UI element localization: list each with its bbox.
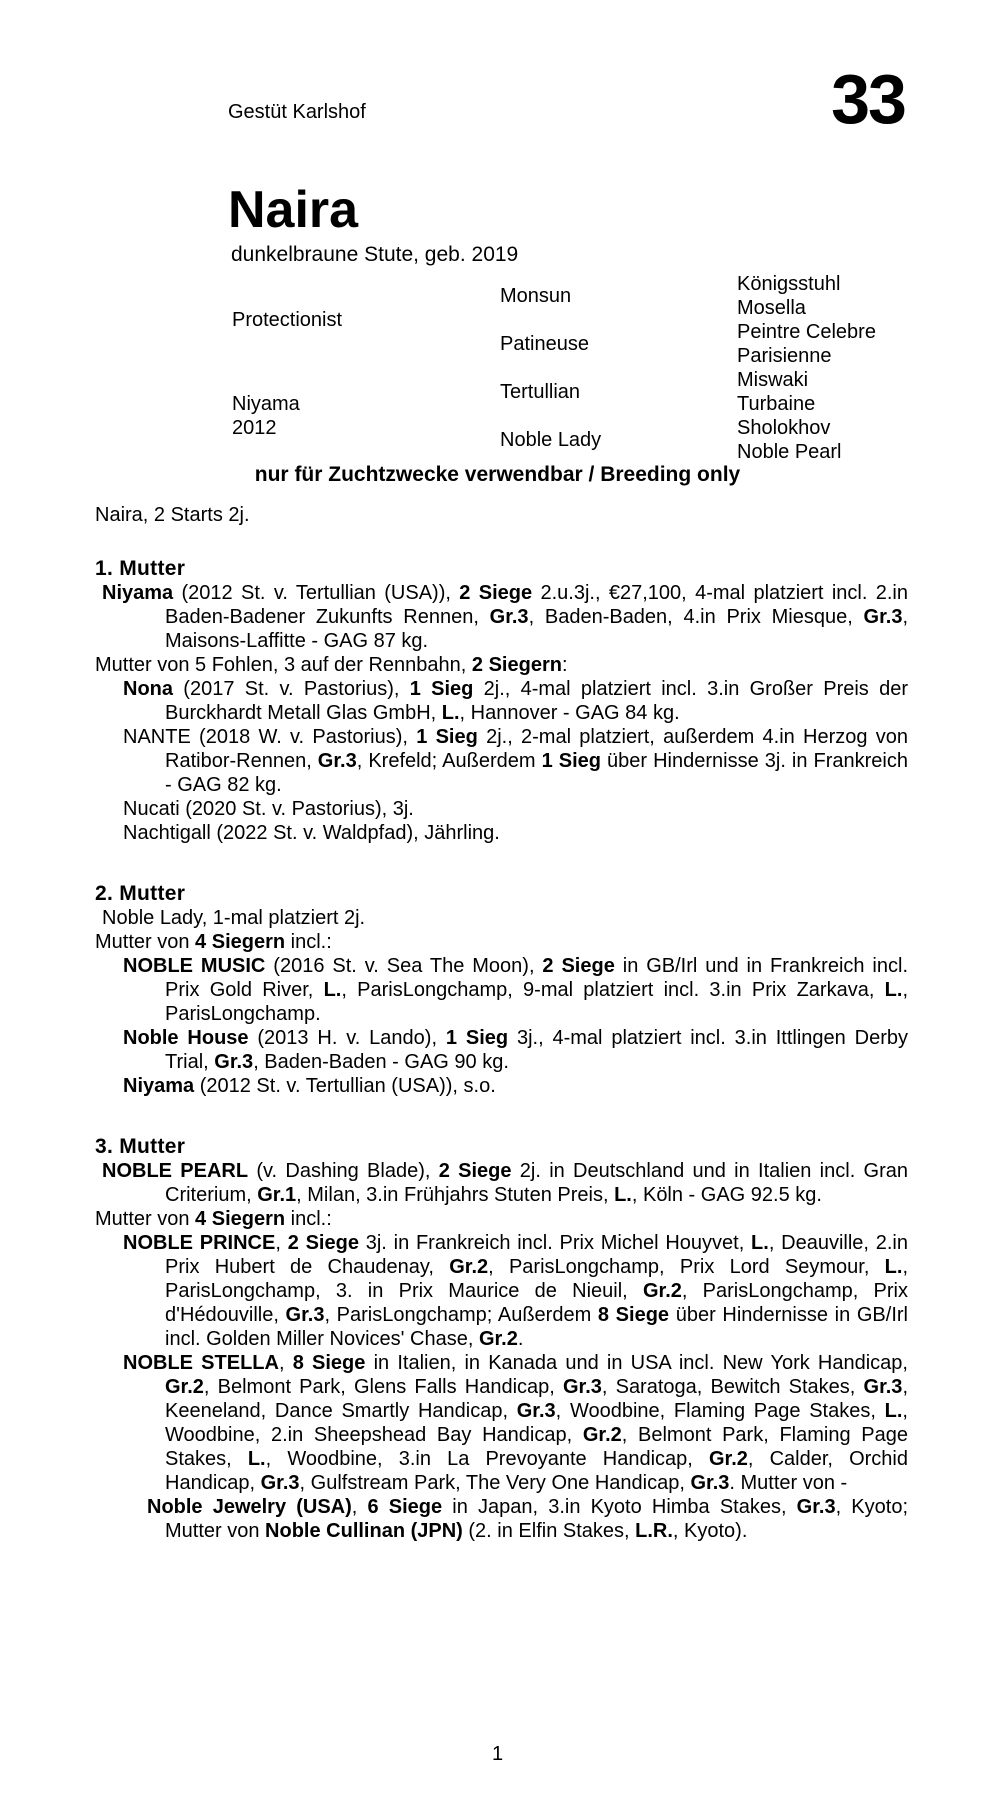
text-segment: Mutter von xyxy=(95,1208,196,1230)
catalog-paragraph xyxy=(95,906,908,930)
text-segment: , Baden-Baden, 4.in Prix Miesque, xyxy=(528,606,864,628)
section-heading: 3. Mutter xyxy=(95,1135,186,1158)
text-segment: 2.u.3j., €27,100, 4-mal platziert incl. 2.in Baden-Badener Zukunfts Rennen, xyxy=(165,582,908,628)
bold-text-segment: 1 Sieg xyxy=(541,750,601,772)
bold-text-segment: L. xyxy=(614,1184,632,1206)
pedigree-gen3 xyxy=(737,272,937,464)
text-segment: Noble Lady, 1-mal platziert 2j. xyxy=(102,907,366,929)
text-segment: Nachtigall (2022 St. v. Waldpfad), Jährling. xyxy=(123,822,500,844)
bold-text-segment: Noble House xyxy=(123,1027,249,1049)
catalog-paragraph xyxy=(95,653,908,677)
bold-text-segment: Nona xyxy=(123,678,173,700)
text-segment: , Kyoto; Mutter von xyxy=(165,1496,908,1542)
bold-text-segment: L. xyxy=(441,702,460,724)
bold-text-segment: Niyama xyxy=(102,582,174,604)
pedigree-ancestor: Königsstuhl xyxy=(737,273,841,295)
bold-text-segment: L. xyxy=(751,1232,769,1254)
bold-text-segment: 2 Siege xyxy=(542,955,615,977)
text-segment: 2j. in Deutschland und in Italien incl. Gran Criterium, xyxy=(165,1160,908,1206)
pedigree-gen2 xyxy=(500,272,737,464)
bold-text-segment: Gr.2 xyxy=(642,1280,682,1302)
text-segment: , Kyoto). xyxy=(672,1520,748,1542)
text-segment: , ParisLongchamp. xyxy=(165,979,908,1025)
text-segment: , Milan, 3.in Frühjahrs Stuten Preis, xyxy=(296,1184,615,1206)
bold-text-segment: Gr.2 xyxy=(449,1256,489,1278)
catalog-paragraph xyxy=(95,1026,908,1074)
bold-text-segment: Gr.3 xyxy=(516,1400,556,1422)
text-segment: (v. Dashing Blade), xyxy=(248,1160,439,1182)
bold-text-segment: Gr.2 xyxy=(478,1328,518,1350)
bold-text-segment: Gr.3 xyxy=(260,1472,300,1494)
bold-text-segment: Gr.2 xyxy=(582,1424,622,1446)
ancestor-name: Niyama xyxy=(232,393,300,415)
text-segment: , xyxy=(278,1352,293,1374)
catalog-paragraph xyxy=(95,1231,908,1351)
catalog-paragraph xyxy=(95,581,908,653)
bold-text-segment: 4 Siegern xyxy=(195,931,286,953)
text-segment: (2013 H. v. Lando), xyxy=(248,1027,446,1049)
text-segment: : xyxy=(561,654,568,676)
text-segment: NANTE (2018 W. v. Pastorius), xyxy=(123,726,417,748)
breeder-name: Gestüt Karlshof xyxy=(228,101,366,123)
text-segment: , xyxy=(351,1496,368,1518)
text-segment: incl.: xyxy=(285,931,332,953)
text-segment: (2012 St. v. Tertullian (USA)), xyxy=(173,582,460,604)
catalog-paragraph xyxy=(95,1351,908,1495)
text-segment: , Hannover - GAG 84 kg. xyxy=(459,702,680,724)
bold-text-segment: 8 Siege xyxy=(292,1352,366,1374)
pedigree-ancestor: Parisienne xyxy=(737,345,832,367)
pedigree-ancestor: Noble Lady xyxy=(500,429,602,451)
text-segment: , xyxy=(275,1232,288,1254)
pedigree-gen1 xyxy=(232,272,500,464)
pedigree-ancestor: Monsun xyxy=(500,285,572,307)
bold-text-segment: Niyama xyxy=(123,1075,195,1097)
bold-text-segment: Gr.1 xyxy=(257,1184,297,1206)
text-segment: 3j., 4-mal platziert incl. 3.in Ittlingen Derby Trial, xyxy=(165,1027,908,1073)
text-segment: (2012 St. v. Tertullian (USA)), s.o. xyxy=(194,1075,496,1097)
text-segment: , ParisLongchamp, 9-mal platziert incl. 3.in Prix Zarkava, xyxy=(341,979,885,1001)
catalog-number: 33 xyxy=(831,60,905,138)
text-segment: , Baden-Baden - GAG 90 kg. xyxy=(253,1051,509,1073)
catalog-paragraph xyxy=(95,954,908,1026)
bold-text-segment: Gr.3 xyxy=(214,1051,254,1073)
text-segment: in Japan, 3.in Kyoto Himba Stakes, xyxy=(442,1496,797,1518)
ancestor-name: Protectionist xyxy=(232,309,343,331)
text-segment: , Keeneland, Dance Smartly Handicap, xyxy=(165,1376,908,1422)
bold-text-segment: Gr.3 xyxy=(285,1304,325,1326)
bold-text-segment: L. xyxy=(247,1448,266,1470)
bold-text-segment: L.R. xyxy=(635,1520,673,1542)
bold-text-segment: Gr.2 xyxy=(165,1376,204,1398)
bold-text-segment: Noble Jewelry (USA) xyxy=(147,1496,352,1518)
catalog-paragraph xyxy=(95,677,908,725)
pedigree-section xyxy=(95,557,908,845)
catalog-paragraph xyxy=(95,1495,908,1543)
text-segment: , ParisLongchamp, Prix d'Hédouville, xyxy=(165,1280,908,1326)
bold-text-segment: 1 Sieg xyxy=(416,726,478,748)
catalog-paragraph xyxy=(95,1074,908,1098)
text-segment: Mutter von xyxy=(95,931,196,953)
pedigree-ancestor: Mosella xyxy=(737,297,806,319)
sections-container xyxy=(95,557,908,1543)
pedigree-section xyxy=(95,1135,908,1543)
catalog-paragraph xyxy=(95,1159,908,1207)
catalog-paragraph xyxy=(95,725,908,797)
bold-text-segment: Gr.3 xyxy=(863,1376,903,1398)
bold-text-segment: L. xyxy=(884,979,903,1001)
text-segment: , Belmont Park, Flaming Page Stakes, xyxy=(165,1424,908,1470)
text-segment: (2017 St. v. Pastorius), xyxy=(173,678,410,700)
text-segment: in GB/Irl und in Frankreich incl. Prix Gold River, xyxy=(165,955,908,1001)
text-segment: , ParisLongchamp, Prix Lord Seymour, xyxy=(488,1256,885,1278)
bold-text-segment: Gr.3 xyxy=(489,606,529,628)
pedigree-ancestor: Patineuse xyxy=(500,333,589,355)
pedigree-table xyxy=(232,272,937,464)
bold-text-segment: L. xyxy=(884,1256,903,1278)
bold-text-segment: 6 Siege xyxy=(367,1496,443,1518)
bold-text-segment: 4 Siegern xyxy=(195,1208,286,1230)
pedigree-ancestor xyxy=(232,272,500,368)
pedigree-ancestor: Miswaki xyxy=(737,369,809,391)
text-segment: , Gulfstream Park, The Very One Handicap, xyxy=(299,1472,691,1494)
bold-text-segment: 1 Sieg xyxy=(409,678,474,700)
text-segment: über Hindernisse 3j. in Frankreich - GAG 82 kg. xyxy=(165,750,908,796)
section-heading: 1. Mutter xyxy=(95,557,186,580)
bold-text-segment: NOBLE PEARL xyxy=(102,1160,249,1182)
text-segment: , Woodbine, 3.in La Prevoyante Handicap, xyxy=(265,1448,709,1470)
page-number: 1 xyxy=(491,1743,504,1765)
bold-text-segment: 2 Siege xyxy=(287,1232,359,1254)
text-segment: . xyxy=(517,1328,524,1350)
text-segment: , Woodbine, 2.in Sheepshead Bay Handicap, xyxy=(165,1400,908,1446)
breeding-notice: nur für Zuchtzwecke verwendbar / Breeding only xyxy=(254,463,741,486)
text-segment: , Maisons-Laffitte - GAG 87 kg. xyxy=(165,606,909,652)
pedigree-ancestor xyxy=(232,368,500,464)
race-record: Naira, 2 Starts 2j. xyxy=(95,504,250,526)
bold-text-segment: 2 Siege xyxy=(438,1160,512,1182)
catalog-paragraph xyxy=(95,1207,908,1231)
catalog-body xyxy=(95,503,908,1543)
text-segment: 2j., 2-mal platziert, außerdem 4.in Herzog von Ratibor-Rennen, xyxy=(165,726,908,772)
text-segment: , Saratoga, Bewitch Stakes, xyxy=(601,1376,864,1398)
bold-text-segment: L. xyxy=(323,979,342,1001)
text-segment: (2016 St. v. Sea The Moon), xyxy=(265,955,543,977)
bold-text-segment: L. xyxy=(884,1400,903,1422)
pedigree-ancestor: Tertullian xyxy=(500,381,581,403)
text-segment: Nucati (2020 St. v. Pastorius), 3j. xyxy=(123,798,414,820)
pedigree-ancestor: Noble Pearl xyxy=(737,441,842,463)
text-segment: , Belmont Park, Glens Falls Handicap, xyxy=(203,1376,563,1398)
text-segment: , Krefeld; Außerdem xyxy=(356,750,542,772)
text-segment: , Köln - GAG 92.5 kg. xyxy=(631,1184,822,1206)
pedigree-ancestor: Sholokhov xyxy=(737,417,831,439)
bold-text-segment: Gr.3 xyxy=(317,750,357,772)
horse-description: dunkelbraune Stute, geb. 2019 xyxy=(231,243,519,266)
bold-text-segment: Gr.3 xyxy=(690,1472,730,1494)
catalog-paragraph xyxy=(95,930,908,954)
horse-name-title: Naira xyxy=(228,181,359,239)
text-segment: incl.: xyxy=(285,1208,332,1230)
text-segment: , Calder, Orchid Handicap, xyxy=(165,1448,908,1494)
text-segment: über Hindernisse in GB/Irl incl. Golden Miller Novices' Chase, xyxy=(165,1304,908,1350)
text-segment: in Italien, in Kanada und in USA incl. New York Handicap, xyxy=(365,1352,908,1374)
text-segment: Mutter von 5 Fohlen, 3 auf der Rennbahn, xyxy=(95,654,472,676)
bold-text-segment: NOBLE PRINCE xyxy=(123,1232,276,1254)
pedigree-ancestor: Turbaine xyxy=(737,393,816,415)
bold-text-segment: Gr.3 xyxy=(863,606,903,628)
bold-text-segment: Gr.3 xyxy=(796,1496,836,1518)
text-segment: , ParisLongchamp; Außerdem xyxy=(324,1304,598,1326)
text-segment: , Deauville, 2.in Prix Hubert de Chaudenay, xyxy=(165,1232,909,1278)
catalog-paragraph xyxy=(95,821,908,845)
text-segment: . Mutter von - xyxy=(729,1472,848,1494)
pedigree-section xyxy=(95,882,908,1098)
text-segment: 3j. in Frankreich incl. Prix Michel Houyvet, xyxy=(358,1232,752,1254)
bold-text-segment: NOBLE STELLA xyxy=(123,1352,279,1374)
text-segment: 2j., 4-mal platziert incl. 3.in Großer Preis der Burckhardt Metall Glas GmbH, xyxy=(165,678,909,724)
section-heading: 2. Mutter xyxy=(95,882,186,905)
bold-text-segment: 2 Siege xyxy=(459,582,533,604)
bold-text-segment: Gr.3 xyxy=(562,1376,602,1398)
bold-text-segment: NOBLE MUSIC xyxy=(123,955,266,977)
text-segment: (2. in Elfin Stakes, xyxy=(462,1520,636,1542)
text-segment: , Woodbine, Flaming Page Stakes, xyxy=(555,1400,885,1422)
bold-text-segment: 8 Siege xyxy=(597,1304,670,1326)
bold-text-segment: 1 Sieg xyxy=(445,1027,509,1049)
bold-text-segment: 2 Siegern xyxy=(471,654,562,676)
pedigree-ancestor: Peintre Celebre xyxy=(737,321,876,343)
bold-text-segment: Noble Cullinan (JPN) xyxy=(265,1520,463,1542)
ancestor-year: 2012 xyxy=(232,417,277,439)
bold-text-segment: Gr.2 xyxy=(708,1448,748,1470)
text-segment: , ParisLongchamp, 3. in Prix Maurice de Nieuil, xyxy=(165,1256,908,1302)
catalog-paragraph xyxy=(95,797,908,821)
